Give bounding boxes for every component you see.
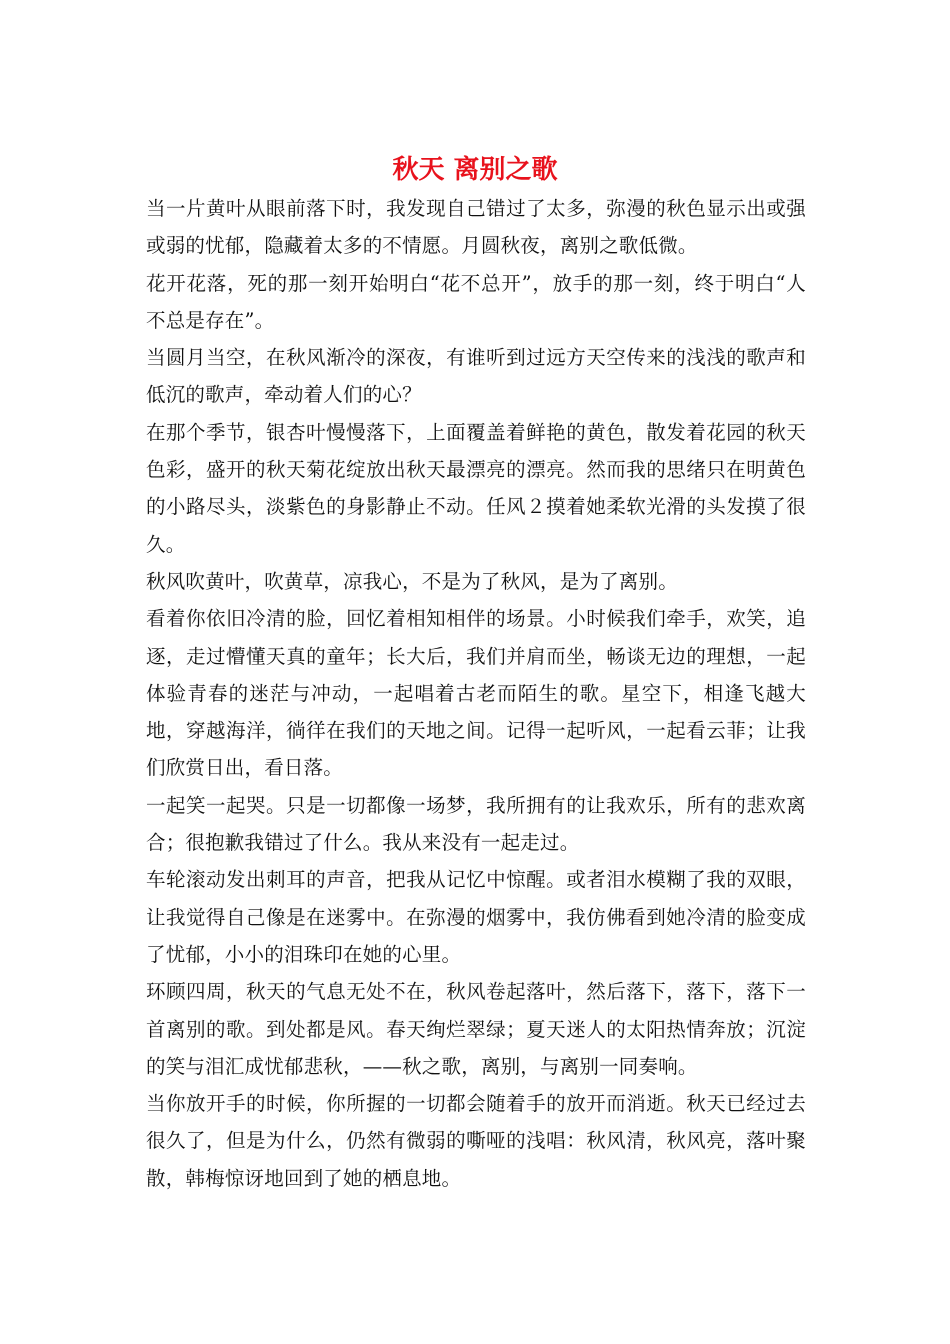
paragraph: 当圆月当空，在秋风渐冷的深夜，有谁听到过远方天空传来的浅浅的歌声和低沉的歌声，牵动着人们的心？ [146, 346, 806, 407]
paragraph: 环顾四周，秋天的气息无处不在，秋风卷起落叶，然后落下，落下，落下一首离别的歌。到处都是风。春天绚烂翠绿；夏天迷人的太阳热情奔放；沉淀的笑与泪汇成忧郁悲秋，——秋之歌，离别，与离别一同奏响。 [146, 980, 806, 1078]
paragraph: 当一片黄叶从眼前落下时，我发现自己错过了太多，弥漫的秋色显示出或强或弱的忧郁，隐藏着太多的不情愿。月圆秋夜，离别之歌低微。 [146, 197, 806, 258]
paragraph: 当你放开手的时候，你所握的一切都会随着手的放开而消逝。秋天已经过去很久了，但是为什么，仍然有微弱的嘶哑的浅唱：秋风清，秋风亮，落叶聚散，韩梅惊讶地回到了她的栖息地。 [146, 1092, 806, 1190]
paragraph: 花开花落，死的那一刻开始明白“花不总开”，放手的那一刻，终于明白“人不总是存在”。 [146, 271, 806, 332]
paragraph: 车轮滚动发出刺耳的声音，把我从记忆中惊醒。或者泪水模糊了我的双眼，让我觉得自己像是在迷雾中。在弥漫的烟雾中，我仿佛看到她冷清的脸变成了忧郁，小小的泪珠印在她的心里。 [146, 868, 806, 966]
page-title: 秋天 离别之歌 [392, 155, 558, 185]
paragraph: 在那个季节，银杏叶慢慢落下，上面覆盖着鲜艳的黄色，散发着花园的秋天色彩，盛开的秋天菊花绽放出秋天最漂亮的漂亮。然而我的思绪只在明黄色的小路尽头，淡紫色的身影静止不动。任风２摸着她柔软光滑的头发摸了很久。 [146, 420, 806, 556]
article-body [146, 190, 806, 1197]
paragraph: 看着你依旧冷清的脸，回忆着相知相伴的场景。小时候我们牵手，欢笑，追逐，走过懵懂天真的童年；长大后，我们并肩而坐，畅谈无边的理想，一起体验青春的迷茫与冲动，一起唱着古老而陌生的歌。星空下，相逢飞越大地，穿越海洋，徜徉在我们的天地之间。记得一起听风，一起看云菲；让我们欣赏日出，看日落。 [146, 607, 806, 780]
paragraph: 一起笑一起哭。只是一切都像一场梦，我所拥有的让我欢乐，所有的悲欢离合；很抱歉我错过了什么。我从来没有一起走过。 [146, 793, 806, 855]
paragraph: 秋风吹黄叶，吹黄草，凉我心，不是为了秋风，是为了离别。 [146, 569, 678, 593]
